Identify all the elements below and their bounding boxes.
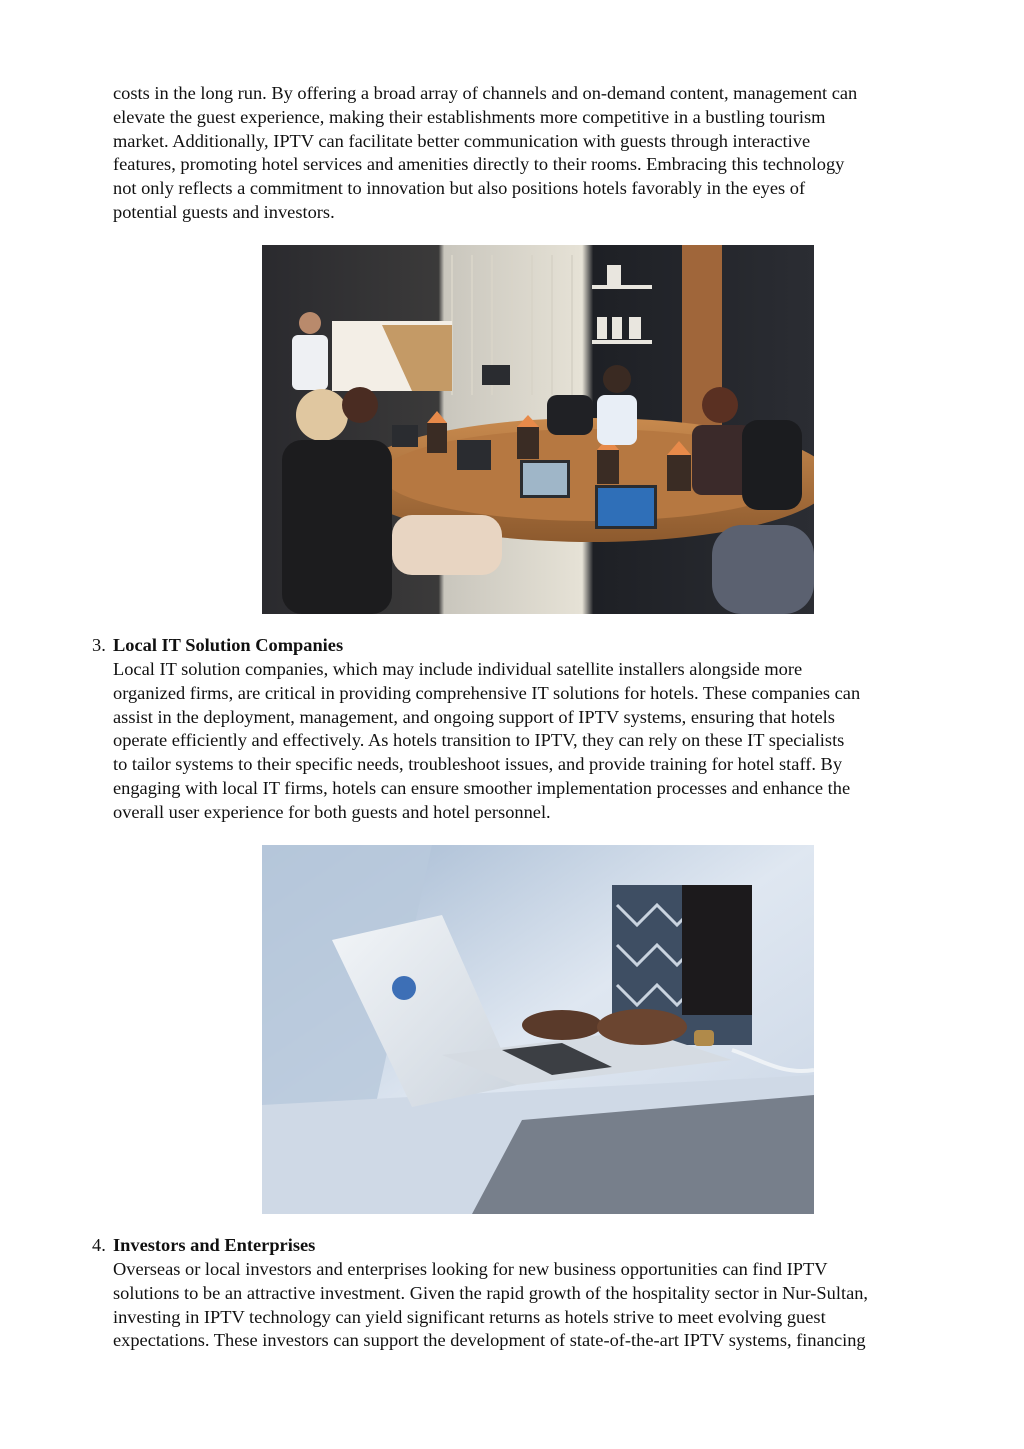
text-line: elevate the guest experience, making their establishments more competitive in a bustling tourism <box>113 106 826 127</box>
list-item-body <box>113 1258 973 1353</box>
text-line: to tailor systems to their specific needs, troubleshoot issues, and provide training for hotel staff. By <box>113 754 843 775</box>
list-item-heading <box>92 634 972 658</box>
text-line: assist in the deployment, management, and ongoing support of IPTV systems, ensuring that hotels <box>113 706 835 727</box>
text-line: potential guests and investors. <box>113 201 335 222</box>
list-item-number: 3. <box>92 635 106 655</box>
text-line: market. Additionally, IPTV can facilitate better communication with guests through interactive <box>113 130 811 151</box>
laptop-typing-photo <box>262 845 814 1214</box>
text-line: features, promoting hotel services and amenities directly to their rooms. Embracing this technology <box>113 154 845 175</box>
list-item-body <box>113 658 973 825</box>
text-line: engaging with local IT firms, hotels can ensure smoother implementation processes and enhance the <box>113 777 851 798</box>
meeting-room-photo <box>262 245 814 614</box>
text-line: Local IT solution companies, which may include individual satellite installers alongside more <box>113 659 803 679</box>
list-item-number: 4. <box>92 1235 106 1255</box>
list-item-title: Investors and Enterprises <box>113 1235 316 1255</box>
text-line: investing in IPTV technology can yield significant returns as hotels strive to meet evolving guest <box>113 1306 826 1327</box>
text-line: not only reflects a commitment to innovation but also positions hotels favorably in the eyes of <box>113 178 806 199</box>
list-item-title: Local IT Solution Companies <box>113 635 344 655</box>
text-line: Overseas or local investors and enterprises looking for new business opportunities can find IPTV <box>113 1259 828 1279</box>
text-line: operate efficiently and effectively. As hotels transition to IPTV, they can rely on these IT specialists <box>113 730 845 751</box>
intro-paragraph <box>113 82 973 225</box>
text-line: solutions to be an attractive investment. Given the rapid growth of the hospitality sector in Nur-Sultan, <box>113 1282 869 1303</box>
text-line: overall user experience for both guests and hotel personnel. <box>113 801 551 822</box>
text-line: costs in the long run. By offering a broad array of channels and on-demand content, management can <box>113 83 858 103</box>
text-line: expectations. These investors can support the development of state-of-the-art IPTV systems, financing <box>113 1330 866 1351</box>
text-line: organized firms, are critical in providing comprehensive IT solutions for hotels. These companies can <box>113 682 861 703</box>
list-item-heading <box>92 1234 972 1258</box>
